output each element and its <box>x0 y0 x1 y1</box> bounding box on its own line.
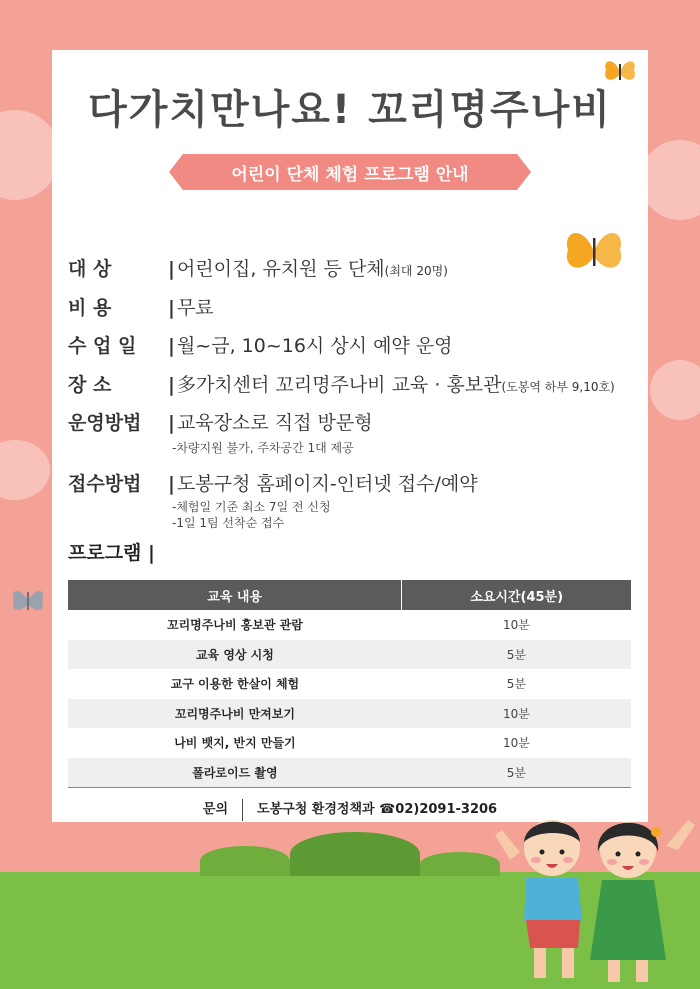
divider-bar: | <box>168 473 175 495</box>
info-value: 교육장소로 직접 방문형 <box>176 412 373 434</box>
bush <box>200 846 290 876</box>
cloud-left-low <box>0 440 50 500</box>
info-label: 장 소 <box>68 374 112 396</box>
divider-bar: | <box>168 297 175 319</box>
butterfly-grey-icon <box>8 580 48 620</box>
info-target <box>68 254 448 281</box>
info-value <box>177 370 615 397</box>
reception-note-1: -체험일 기준 최소 7일 전 신청 <box>172 500 331 514</box>
table-row <box>68 610 631 640</box>
row-time: 10분 <box>402 699 631 729</box>
contact-value: 도봉구청 환경정책과 ☎02)2091-3206 <box>257 802 498 817</box>
bush <box>290 832 420 876</box>
info-label: 접수방법 <box>68 473 142 495</box>
target-value: 어린이집, 유치원 등 단체 <box>176 258 385 280</box>
program-table <box>68 580 631 788</box>
contact-divider <box>242 799 243 821</box>
column-header-content: 교육 내용 <box>68 580 402 610</box>
program-heading: 프로그램 | <box>68 542 155 564</box>
info-cost <box>68 293 214 320</box>
info-value <box>177 254 448 281</box>
row-time: 5분 <box>402 758 631 788</box>
table-row <box>68 640 631 670</box>
contact-label: 문의 <box>202 802 229 817</box>
row-content: 꼬리명주나비 만져보기 <box>68 699 402 729</box>
divider-bar: | <box>168 335 175 357</box>
row-time: 10분 <box>402 728 631 758</box>
butterfly-large-icon <box>560 222 628 282</box>
table-row <box>68 728 631 758</box>
info-reception <box>68 469 478 496</box>
row-time: 5분 <box>402 640 631 670</box>
divider-bar: | <box>168 258 175 280</box>
row-time: 5분 <box>402 669 631 699</box>
info-class-days <box>68 331 453 358</box>
place-value: 多가치센터 꼬리명주나비 교육 · 홍보관 <box>176 374 502 396</box>
bush <box>420 852 500 876</box>
divider-bar: | <box>168 374 175 396</box>
table-row <box>68 669 631 699</box>
info-label: 대 상 <box>68 258 112 280</box>
column-header-time: 소요시간(45분) <box>402 580 631 610</box>
info-method <box>68 408 373 435</box>
info-value: 무료 <box>176 297 214 319</box>
table-row <box>68 758 631 788</box>
page-title: 다가치만나요! 꼬리명주나비 <box>88 87 612 133</box>
info-label: 운영방법 <box>68 412 142 434</box>
divider-bar: | <box>168 412 175 434</box>
info-value: 도봉구청 홈페이지-인터넷 접수/예약 <box>176 473 478 495</box>
cloud-right <box>640 140 700 220</box>
row-content: 폴라로이드 촬영 <box>68 758 402 788</box>
target-note: (최대 20명) <box>384 264 448 278</box>
row-content: 교구 이용한 한살이 체험 <box>68 669 402 699</box>
subtitle-ribbon <box>183 154 517 190</box>
info-value: 월~금, 10~16시 상시 예약 운영 <box>176 335 453 357</box>
row-content: 나비 뱃지, 반지 만들기 <box>68 728 402 758</box>
cloud-right-low <box>650 360 700 420</box>
info-place <box>68 370 615 397</box>
row-content: 교육 영상 시청 <box>68 640 402 670</box>
row-content: 꼬리명주나비 홍보관 관람 <box>68 610 402 640</box>
method-note: -차량지원 불가, 주차공간 1대 제공 <box>172 441 354 455</box>
place-note: (도봉역 하부 9,10호) <box>501 380 615 394</box>
row-time: 10분 <box>402 610 631 640</box>
kids-illustration <box>490 790 700 989</box>
table-row <box>68 699 631 729</box>
reception-note-2: -1일 1팀 선착순 접수 <box>172 516 285 530</box>
table-header-row <box>68 580 631 610</box>
info-label: 수 업 일 <box>68 335 137 357</box>
subtitle-text: 어린이 단체 체험 프로그램 안내 <box>231 164 469 185</box>
info-label: 비 용 <box>68 297 112 319</box>
